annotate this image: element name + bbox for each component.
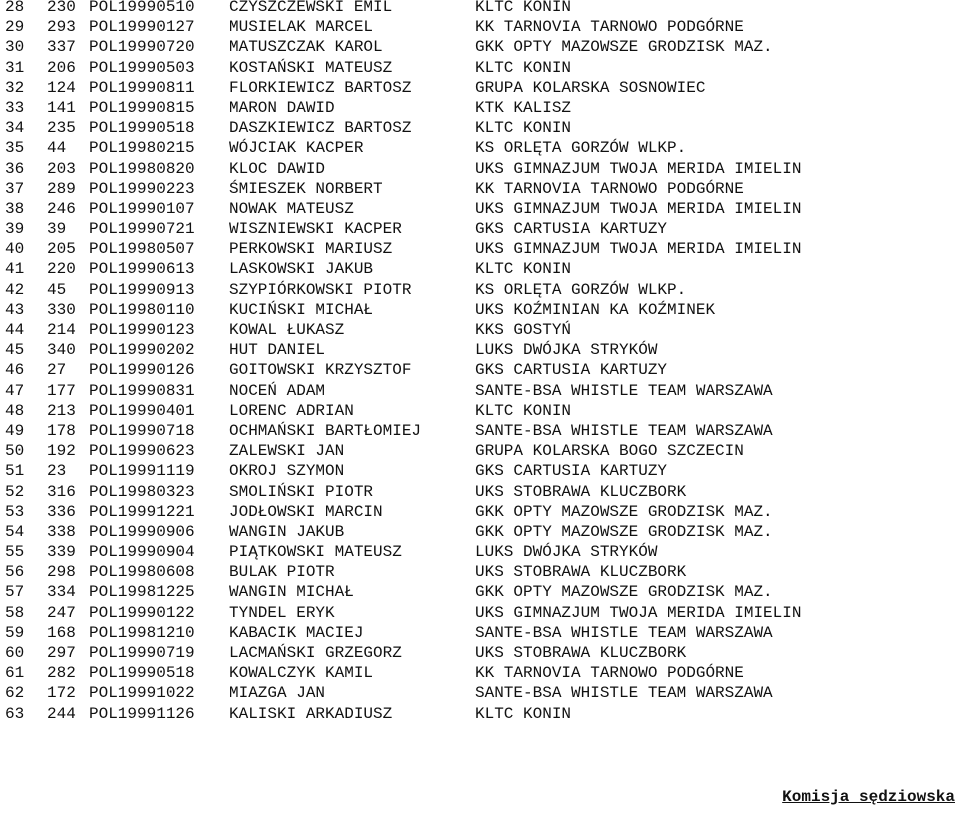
club-name-cell: GKK OPTY MAZOWSZE GRODZISK MAZ. (475, 583, 773, 602)
club-name-cell: UKS STOBRAWA KLUCZBORK (475, 644, 687, 662)
club-name-cell: SANTE-BSA WHISTLE TEAM WARSZAWA (475, 684, 773, 703)
club-name-cell: KK TARNOVIA TARNOWO PODGÓRNE (475, 179, 744, 198)
position-cell: 39 (5, 220, 25, 239)
bib-number-cell: 141 (47, 98, 76, 117)
club-name-cell: KLTC KONIN (475, 401, 572, 420)
result-row (5, 421, 955, 441)
club-name-cell: SANTE-BSA WHISTLE TEAM WARSZAWA (475, 623, 773, 642)
club-name-cell: GKS CARTUSIA KARTUZY (475, 462, 668, 481)
club-name-cell: SANTE-BSA WHISTLE TEAM WARSZAWA (475, 421, 773, 440)
license-number-cell: POL19990913 (89, 280, 195, 299)
rider-name-cell: PERKOWSKI MARIUSZ (229, 240, 393, 259)
result-row (5, 118, 955, 138)
bib-number-cell: 244 (47, 704, 76, 723)
result-row (5, 340, 955, 360)
license-number-cell: POL19990831 (89, 381, 195, 400)
license-number-cell: POL19990518 (89, 664, 195, 683)
rider-name-cell: SMOLIŃSKI PIOTR (229, 482, 374, 501)
rider-name-cell: ZALEWSKI JAN (229, 442, 345, 461)
license-number-cell: POL19990401 (89, 401, 195, 420)
position-cell: 49 (5, 421, 25, 440)
result-row (5, 17, 955, 37)
position-cell: 34 (5, 119, 25, 138)
result-row (5, 179, 955, 199)
bib-number-cell: 297 (47, 644, 76, 662)
license-number-cell: POL19980507 (89, 240, 195, 259)
license-number-cell: POL19991221 (89, 502, 195, 521)
position-cell: 35 (5, 139, 25, 158)
license-number-cell: POL19990518 (89, 119, 195, 138)
club-name-cell: KTK KALISZ (475, 98, 572, 117)
result-row (5, 98, 955, 118)
rider-name-cell: NOWAK MATEUSZ (229, 199, 354, 218)
bib-number-cell: 247 (47, 603, 76, 622)
license-number-cell: POL19980110 (89, 300, 195, 319)
license-number-cell: POL19991126 (89, 704, 195, 723)
position-cell: 41 (5, 260, 25, 279)
license-number-cell: POL19990123 (89, 321, 195, 339)
bib-number-cell: 337 (47, 38, 76, 57)
license-number-cell: POL19990122 (89, 603, 195, 622)
bib-number-cell: 206 (47, 58, 76, 77)
bib-number-cell: 23 (47, 462, 67, 481)
club-name-cell: KLTC KONIN (475, 0, 572, 16)
bib-number-cell: 203 (47, 159, 76, 178)
club-name-cell: KK TARNOVIA TARNOWO PODGÓRNE (475, 18, 744, 37)
license-number-cell: POL19991119 (89, 462, 195, 481)
club-name-cell: UKS KOŹMINIAN KA KOŹMINEK (475, 300, 716, 319)
position-cell: 53 (5, 502, 25, 521)
bib-number-cell: 45 (47, 280, 67, 299)
position-cell: 31 (5, 58, 25, 77)
position-cell: 52 (5, 482, 25, 501)
club-name-cell: KK TARNOVIA TARNOWO PODGÓRNE (475, 664, 744, 683)
bib-number-cell: 214 (47, 321, 76, 339)
rider-name-cell: MARON DAWID (229, 98, 335, 117)
club-name-cell: KS ORLĘTA GORZÓW WLKP. (475, 139, 687, 158)
bib-number-cell: 178 (47, 421, 76, 440)
result-row (5, 37, 955, 57)
bib-number-cell: 230 (47, 0, 76, 16)
club-name-cell: GRUPA KOLARSKA SOSNOWIEC (475, 78, 706, 97)
position-cell: 60 (5, 644, 25, 662)
result-row (5, 482, 955, 502)
club-name-cell: KLTC KONIN (475, 260, 572, 279)
club-name-cell: LUKS DWÓJKA STRYKÓW (475, 543, 658, 562)
club-name-cell: UKS GIMNAZJUM TWOJA MERIDA IMIELIN (475, 240, 802, 259)
result-row (5, 603, 955, 623)
rider-name-cell: LASKOWSKI JAKUB (229, 260, 374, 279)
license-number-cell: POL19990510 (89, 0, 195, 16)
club-name-cell: SANTE-BSA WHISTLE TEAM WARSZAWA (475, 381, 773, 400)
position-cell: 38 (5, 199, 25, 218)
club-name-cell: GKK OPTY MAZOWSZE GRODZISK MAZ. (475, 522, 773, 541)
result-row (5, 78, 955, 98)
license-number-cell: POL19990202 (89, 341, 195, 360)
bib-number-cell: 330 (47, 300, 76, 319)
license-number-cell: POL19991022 (89, 684, 195, 703)
bib-number-cell: 316 (47, 482, 76, 501)
rider-name-cell: WÓJCIAK KACPER (229, 139, 364, 158)
position-cell: 55 (5, 543, 25, 562)
position-cell: 58 (5, 603, 25, 622)
club-name-cell: KLTC KONIN (475, 58, 572, 77)
position-cell: 62 (5, 684, 25, 703)
position-cell: 37 (5, 179, 25, 198)
result-row (5, 381, 955, 401)
club-name-cell: UKS STOBRAWA KLUCZBORK (475, 563, 687, 582)
result-row (5, 280, 955, 300)
rider-name-cell: OKROJ SZYMON (229, 462, 345, 481)
license-number-cell: POL19981225 (89, 583, 195, 602)
bib-number-cell: 338 (47, 522, 76, 541)
bib-number-cell: 27 (47, 361, 67, 380)
bib-number-cell: 339 (47, 543, 76, 562)
rider-name-cell: FLORKIEWICZ BARTOSZ (229, 78, 412, 97)
club-name-cell: UKS GIMNAZJUM TWOJA MERIDA IMIELIN (475, 159, 802, 178)
license-number-cell: POL19990127 (89, 18, 195, 37)
license-number-cell: POL19990811 (89, 78, 195, 97)
bib-number-cell: 124 (47, 78, 76, 97)
position-cell: 30 (5, 38, 25, 57)
bib-number-cell: 235 (47, 119, 76, 138)
position-cell: 50 (5, 442, 25, 461)
rider-name-cell: HUT DANIEL (229, 341, 326, 360)
result-row (5, 360, 955, 380)
bib-number-cell: 246 (47, 199, 76, 218)
result-row (5, 623, 955, 643)
club-name-cell: KKS GOSTYŃ (475, 321, 572, 339)
position-cell: 57 (5, 583, 25, 602)
rider-name-cell: CZYSZCZEWSKI EMIL (229, 0, 393, 16)
result-row (5, 259, 955, 279)
bib-number-cell: 172 (47, 684, 76, 703)
result-row (5, 461, 955, 481)
position-cell: 28 (5, 0, 25, 16)
rider-name-cell: KOSTAŃSKI MATEUSZ (229, 58, 393, 77)
license-number-cell: POL19980215 (89, 139, 195, 158)
result-row (5, 401, 955, 421)
result-row (5, 320, 955, 340)
results-list (5, 0, 955, 724)
rider-name-cell: JODŁOWSKI MARCIN (229, 502, 383, 521)
club-name-cell: LUKS DWÓJKA STRYKÓW (475, 341, 658, 360)
position-cell: 61 (5, 664, 25, 683)
rider-name-cell: KOWALCZYK KAMIL (229, 664, 374, 683)
position-cell: 44 (5, 321, 25, 339)
bib-number-cell: 282 (47, 664, 76, 683)
result-row (5, 199, 955, 219)
position-cell: 36 (5, 159, 25, 178)
result-row (5, 441, 955, 461)
club-name-cell: KLTC KONIN (475, 119, 572, 138)
rider-name-cell: BULAK PIOTR (229, 563, 335, 582)
bib-number-cell: 213 (47, 401, 76, 420)
license-number-cell: POL19990718 (89, 421, 195, 440)
result-row (5, 704, 955, 724)
rider-name-cell: MATUSZCZAK KAROL (229, 38, 383, 57)
rider-name-cell: LORENC ADRIAN (229, 401, 354, 420)
club-name-cell: UKS STOBRAWA KLUCZBORK (475, 482, 687, 501)
rider-name-cell: WISZNIEWSKI KACPER (229, 220, 402, 239)
rider-name-cell: TYNDEL ERYK (229, 603, 335, 622)
rider-name-cell: WANGIN MICHAŁ (229, 583, 354, 602)
club-name-cell: UKS GIMNAZJUM TWOJA MERIDA IMIELIN (475, 199, 802, 218)
bib-number-cell: 298 (47, 563, 76, 582)
bib-number-cell: 44 (47, 139, 67, 158)
result-row (5, 643, 955, 663)
rider-name-cell: ŚMIESZEK NORBERT (229, 179, 383, 198)
rider-name-cell: KUCIŃSKI MICHAŁ (229, 300, 374, 319)
position-cell: 33 (5, 98, 25, 117)
position-cell: 59 (5, 623, 25, 642)
result-row (5, 159, 955, 179)
license-number-cell: POL19981210 (89, 623, 195, 642)
result-row (5, 239, 955, 259)
license-number-cell: POL19990720 (89, 38, 195, 57)
rider-name-cell: GOITOWSKI KRZYSZTOF (229, 361, 412, 380)
rider-name-cell: KOWAL ŁUKASZ (229, 321, 345, 339)
club-name-cell: GKS CARTUSIA KARTUZY (475, 220, 668, 239)
result-row (5, 138, 955, 158)
license-number-cell: POL19990719 (89, 644, 195, 662)
position-cell: 43 (5, 300, 25, 319)
position-cell: 56 (5, 563, 25, 582)
position-cell: 63 (5, 704, 25, 723)
bib-number-cell: 168 (47, 623, 76, 642)
position-cell: 42 (5, 280, 25, 299)
bib-number-cell: 293 (47, 18, 76, 37)
position-cell: 29 (5, 18, 25, 37)
bib-number-cell: 336 (47, 502, 76, 521)
result-row (5, 542, 955, 562)
result-row (5, 582, 955, 602)
rider-name-cell: KABACIK MACIEJ (229, 623, 364, 642)
license-number-cell: POL19990623 (89, 442, 195, 461)
bib-number-cell: 39 (47, 220, 67, 239)
result-row (5, 663, 955, 683)
license-number-cell: POL19990126 (89, 361, 195, 380)
bib-number-cell: 205 (47, 240, 76, 259)
license-number-cell: POL19990223 (89, 179, 195, 198)
rider-name-cell: DASZKIEWICZ BARTOSZ (229, 119, 412, 138)
bib-number-cell: 177 (47, 381, 76, 400)
bib-number-cell: 192 (47, 442, 76, 461)
club-name-cell: KS ORLĘTA GORZÓW WLKP. (475, 280, 687, 299)
result-row (5, 562, 955, 582)
rider-name-cell: WANGIN JAKUB (229, 522, 345, 541)
club-name-cell: GKK OPTY MAZOWSZE GRODZISK MAZ. (475, 38, 773, 57)
rider-name-cell: LACMAŃSKI GRZEGORZ (229, 644, 402, 662)
position-cell: 46 (5, 361, 25, 380)
license-number-cell: POL19980323 (89, 482, 195, 501)
result-row (5, 219, 955, 239)
result-row (5, 58, 955, 78)
position-cell: 45 (5, 341, 25, 360)
position-cell: 47 (5, 381, 25, 400)
position-cell: 40 (5, 240, 25, 259)
rider-name-cell: KLOC DAWID (229, 159, 326, 178)
result-row (5, 0, 955, 17)
license-number-cell: POL19990721 (89, 220, 195, 239)
license-number-cell: POL19990613 (89, 260, 195, 279)
rider-name-cell: MIAZGA JAN (229, 684, 326, 703)
position-cell: 48 (5, 401, 25, 420)
license-number-cell: POL19990503 (89, 58, 195, 77)
bib-number-cell: 289 (47, 179, 76, 198)
club-name-cell: KLTC KONIN (475, 704, 572, 723)
club-name-cell: GRUPA KOLARSKA BOGO SZCZECIN (475, 442, 744, 461)
rider-name-cell: SZYPIÓRKOWSKI PIOTR (229, 280, 412, 299)
club-name-cell: GKS CARTUSIA KARTUZY (475, 361, 668, 380)
position-cell: 54 (5, 522, 25, 541)
rider-name-cell: PIĄTKOWSKI MATEUSZ (229, 543, 402, 562)
rider-name-cell: NOCEŃ ADAM (229, 381, 326, 400)
position-cell: 32 (5, 78, 25, 97)
rider-name-cell: OCHMAŃSKI BARTŁOMIEJ (229, 421, 422, 440)
license-number-cell: POL19990815 (89, 98, 195, 117)
bib-number-cell: 334 (47, 583, 76, 602)
bib-number-cell: 220 (47, 260, 76, 279)
result-row (5, 300, 955, 320)
rider-name-cell: MUSIELAK MARCEL (229, 18, 374, 37)
club-name-cell: UKS GIMNAZJUM TWOJA MERIDA IMIELIN (475, 603, 802, 622)
jury-signature-label: Komisja sędziowska (782, 788, 955, 806)
license-number-cell: POL19980820 (89, 159, 195, 178)
result-row (5, 522, 955, 542)
rider-name-cell: KALISKI ARKADIUSZ (229, 704, 393, 723)
result-row (5, 683, 955, 703)
license-number-cell: POL19990107 (89, 199, 195, 218)
bib-number-cell: 340 (47, 341, 76, 360)
license-number-cell: POL19980608 (89, 563, 195, 582)
result-row (5, 502, 955, 522)
license-number-cell: POL19990906 (89, 522, 195, 541)
license-number-cell: POL19990904 (89, 543, 195, 562)
club-name-cell: GKK OPTY MAZOWSZE GRODZISK MAZ. (475, 502, 773, 521)
position-cell: 51 (5, 462, 25, 481)
